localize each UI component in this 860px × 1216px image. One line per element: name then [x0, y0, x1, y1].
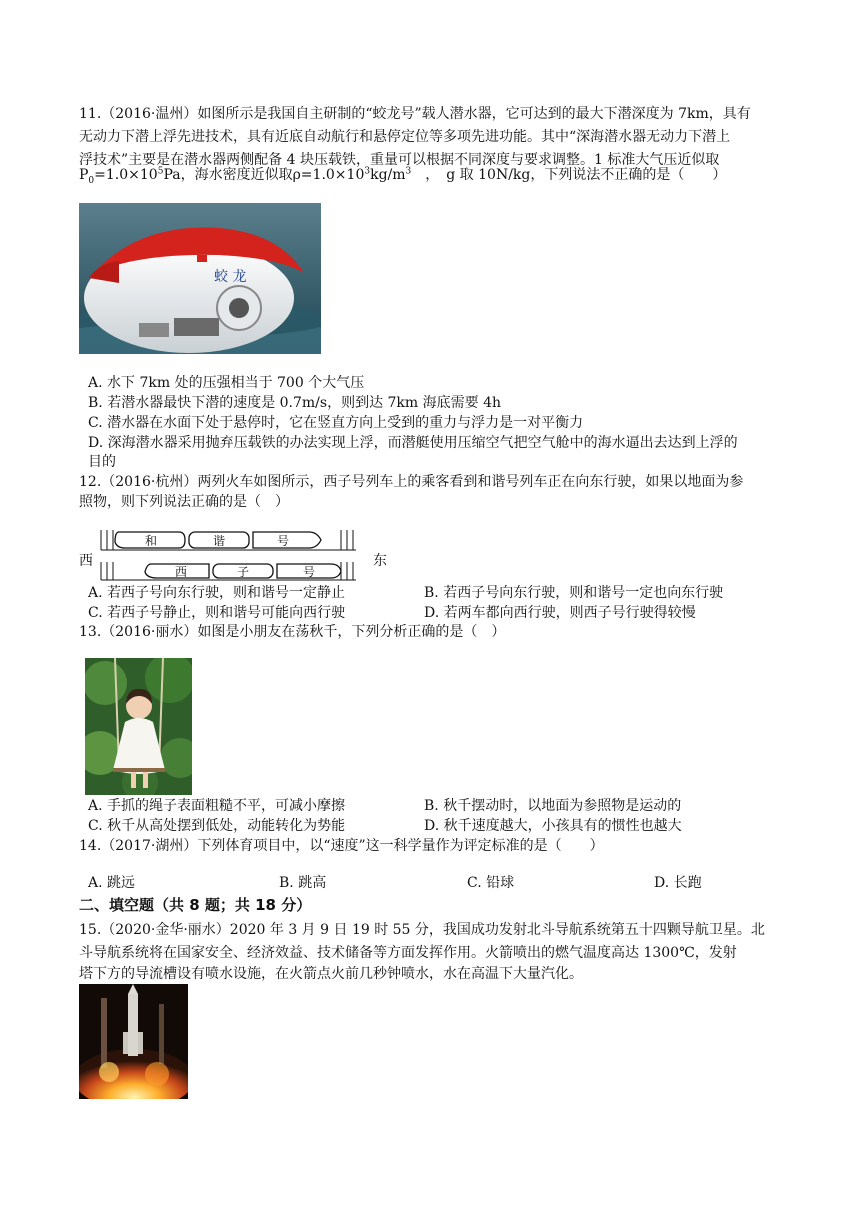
q12-option-c: C. 若西子号静止，则和谐号可能向西行驶 — [88, 605, 346, 621]
section-title-fill-in: 二、填空题（共 8 题；共 18 分） — [79, 896, 312, 914]
q14-option-a: A. 跳远 — [88, 875, 136, 891]
trains-diagram — [79, 528, 399, 584]
rocket-launch-photo — [79, 984, 188, 1099]
train2-char1: 西 — [175, 565, 188, 579]
q11-option-c: C. 潜水器在水面下处于悬停时，它在竖直方向上受到的重力与浮力是一对平衡力 — [88, 415, 584, 431]
q14-option-b: B. 跳高 — [279, 875, 327, 891]
east-label: 东 — [373, 553, 387, 569]
train1-char1: 和 — [145, 534, 158, 548]
q11-option-d-line2: 目的 — [88, 454, 116, 470]
q15-stem-line2: 斗导航系统将在国家安全、经济效益、技术储备等方面发挥作用。火箭喷出的燃气温度高达 1300℃，发射 — [79, 945, 737, 961]
west-label: 西 — [79, 553, 93, 569]
q11-stem-line4: $P_0=1.0\times 10^5Pa$，海水密度近似取$\rho=1.0\times 10^3kg/m^3$ ， g 取 10N/kg，下列说法不正确的是（ ） — [79, 166, 727, 186]
q12-stem-line2: 照物，则下列说法正确的是（ ） — [79, 494, 289, 510]
q14-option-d: D. 长跑 — [654, 875, 702, 891]
q12-option-b: B. 若西子号向东行驶，则和谐号一定也向东行驶 — [424, 585, 724, 601]
q11-option-a: A. 水下 7km 处的压强相当于 700 个大气压 — [88, 375, 365, 391]
q14-stem: 14.（2017·湖州）下列体育项目中，以“速度”这一科学量作为评定标准的是（ ） — [79, 838, 604, 854]
q12-option-d: D. 若两车都向西行驶，则西子号行驶得较慢 — [424, 605, 696, 621]
q15-stem-line1: 15.（2020·金华·丽水）2020 年 3 月 9 日 19 时 55 分，我国成功发射北斗导航系统第五十四颗导航卫星。北 — [79, 922, 765, 938]
q13-option-b: B. 秋千摆动时，以地面为参照物是运动的 — [424, 798, 682, 814]
q13-option-d: D. 秋千速度越大，小孩具有的惯性也越大 — [424, 818, 682, 834]
q11-stem-line3: 浮技术”主要是在潜水器两侧配备 4 块压载铁，重量可以根据不同深度与要求调整。1 标准大气压近似取 — [79, 152, 720, 168]
q12-stem-line1: 12.（2016·杭州）两列火车如图所示，西子号列车上的乘客看到和谐号列车正在向东行驶，如果以地面为参 — [79, 474, 744, 490]
q13-option-c: C. 秋千从高处摆到低处，动能转化为势能 — [88, 818, 346, 834]
train2-char2: 子 — [237, 565, 250, 579]
q11-stem-line2: 无动力下潜上浮先进技术，具有近底自动航行和悬停定位等多项先进功能。其中“深海潜水器无动力下潜上 — [79, 129, 731, 145]
q13-option-a: A. 手抓的绳子表面粗糙不平，可减小摩擦 — [88, 798, 346, 814]
submersible-label: 蛟 龙 — [214, 269, 247, 285]
q14-option-c: C. 铅球 — [467, 875, 515, 891]
q11-option-d-line1: D. 深海潜水器采用抛弃压载铁的办法实现上浮，而潜艇使用压缩空气把空气舱中的海水逼出去达到上浮的 — [88, 435, 738, 451]
train1-char3: 号 — [277, 534, 290, 548]
swing-photo — [85, 658, 192, 795]
submersible-photo — [79, 203, 321, 354]
q12-option-a: A. 若西子号向东行驶，则和谐号一定静止 — [88, 585, 346, 601]
q11-option-b: B. 若潜水器最快下潜的速度是 0.7m/s，则到达 7km 海底需要 4h — [88, 395, 502, 411]
train1-char2: 谐 — [213, 534, 226, 548]
q13-stem: 13.（2016·丽水）如图是小朋友在荡秋千，下列分析正确的是（ ） — [79, 624, 506, 640]
q11-stem-line1: 11.（2016·温州）如图所示是我国自主研制的“蛟龙号”载人潜水器，它可达到的最大下潜深度为 7km，具有 — [79, 106, 751, 122]
q15-stem-line3: 塔下方的导流槽设有喷水设施，在火箭点火前几秒钟喷水，水在高温下大量汽化。 — [79, 966, 583, 982]
train2-char3: 号 — [303, 565, 316, 579]
